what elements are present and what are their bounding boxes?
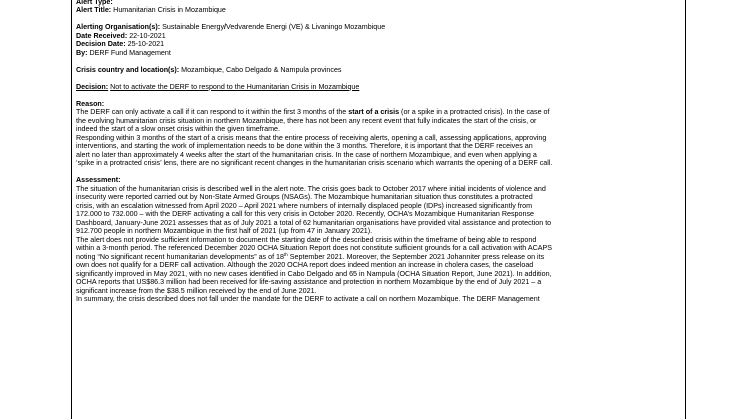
crisis-location-row: [76, 66, 682, 75]
assessment-line: significant increase from the $38.5 million received by the end of June 2021.: [76, 286, 317, 295]
assessment-line: 172.000 to 732.000 – with the DERF activating a call for this very crisis in October 2020. Recently, OCHA’s Mozambique Humanitarian Response: [76, 210, 535, 218]
reason-line-1c: (or a spike in a protracted crisis). In the case of: [399, 108, 550, 116]
alerting-org-label: Alerting Organisation(s):: [76, 23, 161, 31]
assessment-heading: Assessment:: [76, 176, 121, 184]
alerting-org-slash: /: [224, 23, 227, 31]
alert-title-row: [76, 6, 682, 15]
decision-value: Not to activate the DERF to respond to the Humanitarian Crisis in Mozambique: [110, 82, 360, 91]
reason-line: indeed the start of a slow onset crisis within the given timeframe.: [76, 125, 280, 133]
alert-title-value: Humanitarian Crisis in Mozambique: [113, 6, 226, 14]
reason-start-of-crisis: start of a crisis: [348, 108, 400, 116]
assessment-line: own does not qualify for a DERF call activation. Although the 2020 OCHA report does indeed mention an increase in cholera cases, the caseload: [76, 261, 534, 269]
assessment-line: within a 3-month period. The referenced December 2020 OCHA Situation Report does not constitute sufficient grounds for a call activation with ACAPS: [76, 244, 553, 252]
assessment-line-9b: September 2021. Moreover, the September 2021 Johanniter press release on its: [287, 252, 545, 261]
alerting-org-value-a: Sustainable Energy: [162, 23, 225, 31]
assessment-line: The alert does not provide sufficient information to document the starting date of the described crisis within the timeframe of being able to respond: [76, 235, 537, 244]
decision-row: [76, 83, 682, 92]
ordinal-suffix: th: [284, 251, 288, 257]
assessment-line-9a: noting “No significant recent humanitarian developments” as of 18: [76, 252, 284, 261]
reason-line: interventions, and starting the work of implementation needs to be done within the 3 months. Therefore, it is important that the DERF receives an: [76, 142, 533, 150]
decision-date-label: Decision Date:: [76, 40, 126, 48]
reason-line: [76, 108, 682, 117]
decision-date-value: 25-10-2021: [127, 40, 165, 48]
by-row: [76, 49, 682, 58]
assessment-line: Dashboard, January-June 2021 assesses that as of July 2021 a total of 62 humanitarian organisations have provided vital assistance and protection to: [76, 218, 552, 227]
by-value: DERF Fund Management: [89, 48, 171, 57]
reason-heading: Reason:: [76, 99, 105, 108]
assessment-line-12: OCHA reports that US$86.3 million had been received for life-saving assistance and protection in northern Mozambique by the end of July 2021 –: [76, 278, 536, 286]
assessment-line: In summary, the crisis described does not fall under the mandate for the DERF to activate a call on northern Mozambique. The DERF Management: [76, 295, 540, 303]
by-label: By:: [76, 48, 88, 57]
assessment-line: insecurity were reported carried out by Non-State Armed Groups (NSAGs). The Mozambique humanitarian situation thus constitutes a protracted: [76, 193, 533, 201]
reason-line: the evolving humanitarian crisis situation in northern Mozambique, there has not been any recent event that fully indicates the start of the crisis, or: [76, 116, 537, 125]
reason-line: alert no later than approximately 4 weeks after the start of the humanitarian crisis. In the case of northern Mozambique, and even when applying a: [76, 150, 537, 159]
clipped-top-line: [76, 0, 682, 6]
crisis-location-value: Mozambique, Cabo Delgado & Nampula provinces: [181, 65, 342, 74]
reason-line: Responding within 3 months of the start of a crisis means that the entire process of receiving alerts, opening a call, assessing applications, approving: [76, 133, 547, 142]
decision-label: Decision:: [76, 82, 109, 91]
decision-document: [71, 0, 686, 419]
assessment-line: crisis, with an escalation witnessed from April 2020 – April 2021 where numbers of internally displaced people (IDPs) increased significantly from: [76, 201, 533, 210]
reason-line: ‘spike in a protracted crisis’ lens, there are no significant recent changes in the humanitarian crisis scenario which warrants the opening of a DERF call.: [76, 159, 553, 167]
assessment-line: [76, 253, 682, 262]
assessment-line: significantly improved in May 2021, with no new cases identified in Cabo Delgado and 65 in Nampula (OCHA Situation Report, June 2021). In addition,: [76, 269, 552, 278]
reason-line-1a: The DERF can only activate a call if it can respond to it within the first 3 months of the: [76, 108, 349, 116]
assessment-line: The situation of the humanitarian crisis is described well in the alert note. The crisis goes back to October 2017 where initial incidents of violence and: [76, 184, 546, 193]
crisis-location-label: Crisis country and location(s):: [76, 65, 180, 74]
assessment-line: [76, 278, 682, 287]
alerting-org-value-b: Vedvarende Energi (VE) & Livaningo Mozambique: [226, 23, 386, 31]
date-received-value: 22-10-2021: [129, 31, 166, 40]
date-received-row: [76, 32, 682, 41]
alert-title-label: Alert Title:: [76, 6, 112, 14]
assessment-line-12b: a: [535, 278, 542, 286]
alert-type-label: Alert Type:: [76, 0, 113, 6]
assessment-line: 912.700 people in northern Mozambique in the first half of 2021 (up from 47 in January 2021).: [76, 227, 373, 235]
decision-date-row: [76, 40, 682, 49]
alerting-org-row: [76, 23, 682, 32]
date-received-label: Date Received:: [76, 31, 128, 40]
